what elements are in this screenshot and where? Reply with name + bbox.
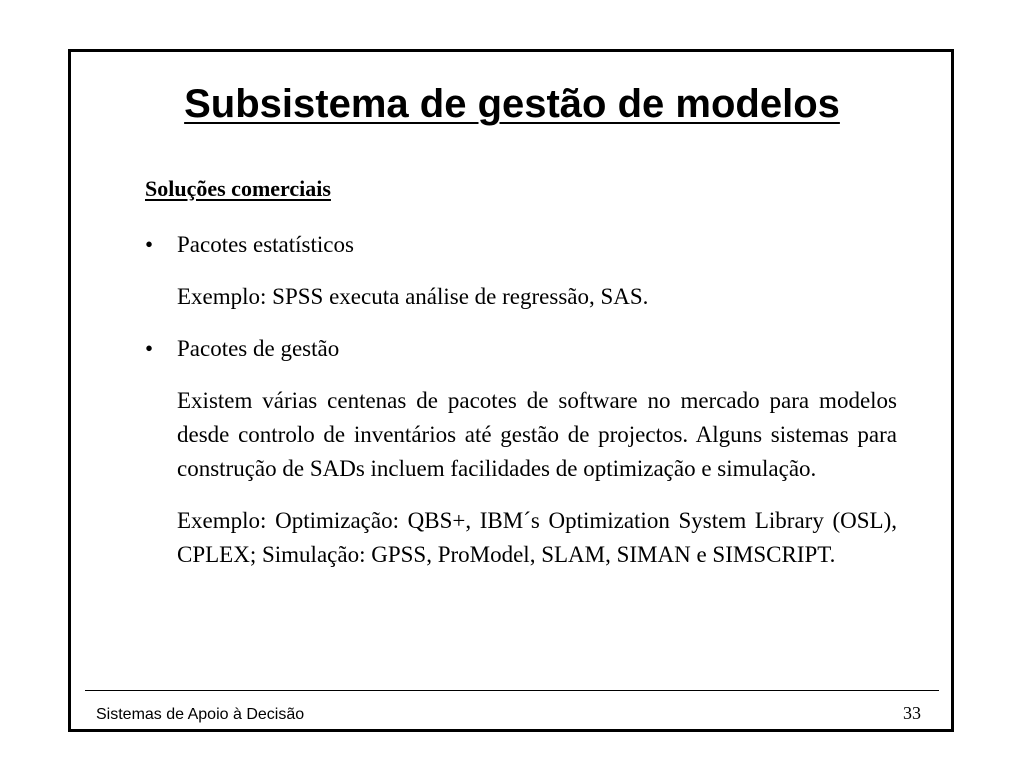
bullet-paragraph: Existem várias centenas de pacotes de software no mercado para modelos desde controlo de inventários até gestão de projectos. Alguns sistemas para construção de SADs incluem facilidades de optimização e simulação. [177,388,897,481]
slide-title [0,78,1024,130]
page-number: 33 [903,703,921,723]
slide-title-text: Subsistema de gestão de modelos [184,82,840,126]
bullet-marker: • [145,336,154,361]
bullet-item-management-packages [145,332,897,366]
footer-course-title: Sistemas de Apoio à Decisão [96,706,305,723]
section-heading: Soluções comerciais [145,176,331,201]
bullet-item-statistical-packages [145,228,897,262]
bullet-label: Pacotes estatísticos [177,232,354,257]
slide-content [145,172,897,590]
bullet-paragraph: Exemplo: Optimização: QBS+, IBM´s Optimization System Library (OSL), CPLEX; Simulação: GPSS, ProModel, SLAM, SIMAN e SIMSCRIPT. [177,508,897,567]
bullet-paragraph: Exemplo: SPSS executa análise de regressão, SAS. [177,284,649,309]
bullet-marker: • [145,232,154,257]
bullet-label: Pacotes de gestão [177,336,340,361]
footer-divider [85,690,939,691]
